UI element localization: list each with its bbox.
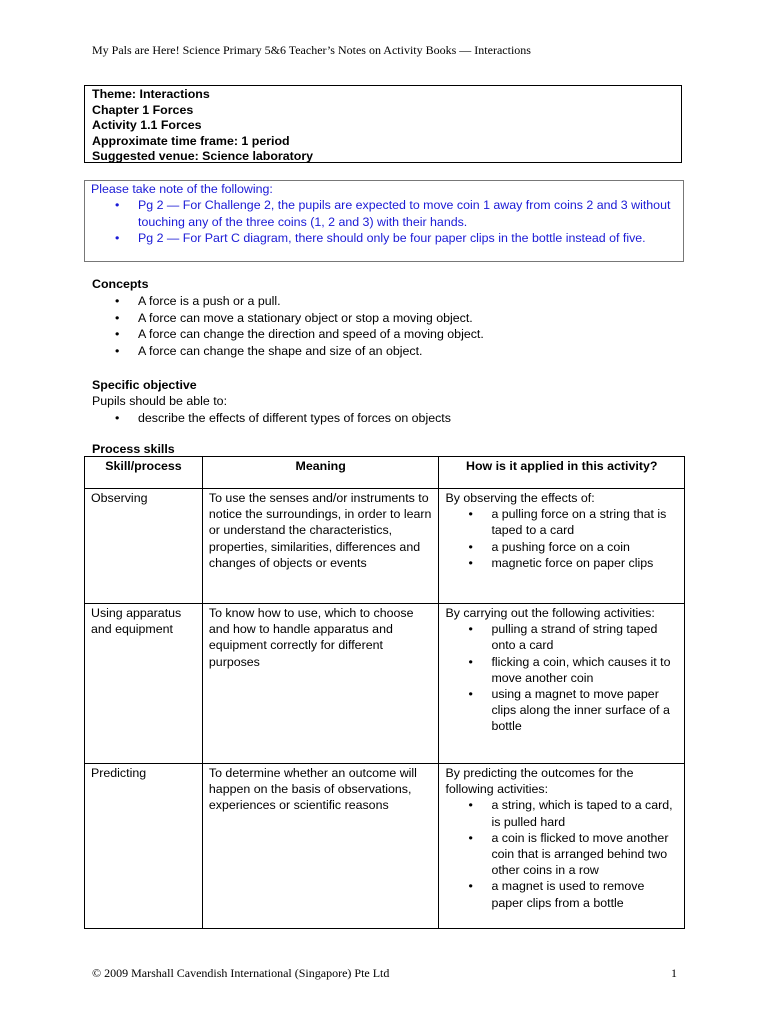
objective-list: [92, 410, 451, 426]
concepts-list: [92, 293, 484, 359]
page-footer: [92, 966, 684, 981]
meaning-cell: To know how to use, which to choose and how to handle apparatus and equipment correctly for different purposes: [202, 604, 439, 764]
meaning-cell: To use the senses and/or instruments to notice the surroundings, in order to learn or understand the characteristics, properties, similarities, differences and changes of objects or events: [202, 489, 439, 604]
chapter-line: Chapter 1 Forces: [92, 102, 194, 117]
applied-intro: By observing the effects of:: [445, 491, 595, 505]
process-skills-table: [84, 456, 685, 929]
page-number: 1: [671, 966, 677, 980]
applied-item: • a pushing force on a coin: [445, 539, 678, 555]
objective-section: [92, 377, 451, 426]
objective-title: Specific objective: [92, 378, 197, 392]
concept-item: • A force can change the direction and speed of a moving object.: [92, 326, 484, 342]
applied-cell: [439, 489, 685, 604]
venue-line: Suggested venue: Science laboratory: [92, 149, 314, 164]
applied-list: [445, 621, 678, 734]
activity-line: Activity 1.1 Forces: [92, 118, 202, 133]
note-list: [91, 197, 677, 246]
table-header-row: [85, 457, 685, 489]
skill-cell: Predicting: [85, 764, 203, 929]
process-skills-title: Process skills: [92, 442, 175, 456]
objective-intro: Pupils should be able to:: [92, 394, 228, 409]
column-header: Meaning: [202, 457, 439, 489]
note-box: [84, 180, 684, 262]
table-row: [85, 604, 685, 764]
table-row: [85, 489, 685, 604]
applied-item: • magnetic force on paper clips: [445, 555, 678, 571]
objective-item: • describe the effects of different types of forces on objects: [92, 410, 451, 426]
concepts-title: Concepts: [92, 277, 149, 291]
concept-item: • A force is a push or a pull.: [92, 293, 484, 309]
column-header: How is it applied in this activity?: [439, 457, 685, 489]
applied-item: • using a magnet to move paper clips along the inner surface of a bottle: [445, 686, 678, 735]
note-intro: Please take note of the following:: [91, 182, 273, 196]
column-header: Skill/process: [85, 457, 203, 489]
time-frame-line: Approximate time frame: 1 period: [92, 133, 290, 148]
applied-list: [445, 797, 678, 910]
copyright-text: © 2009 Marshall Cavendish International (Singapore) Pte Ltd: [92, 966, 390, 980]
applied-item: • a magnet is used to remove paper clips from a bottle: [445, 878, 678, 910]
applied-item: • a coin is flicked to move another coin that is arranged behind two other coins in a row: [445, 830, 678, 879]
applied-item: • a pulling force on a string that is taped to a card: [445, 506, 678, 538]
table-row: [85, 764, 685, 929]
applied-item: • a string, which is taped to a card, is pulled hard: [445, 797, 678, 829]
concepts-section: [92, 276, 484, 359]
concept-item: • A force can move a stationary object or stop a moving object.: [92, 310, 484, 326]
theme-line: Theme: Interactions: [92, 87, 210, 101]
applied-list: [445, 506, 678, 571]
concept-item: • A force can change the shape and size of an object.: [92, 343, 484, 359]
applied-item: • flicking a coin, which causes it to move another coin: [445, 654, 678, 686]
skill-cell: Using apparatus and equipment: [85, 604, 203, 764]
applied-cell: [439, 604, 685, 764]
note-item: • Pg 2 — For Part C diagram, there should only be four paper clips in the bottle instead of five.: [91, 230, 677, 246]
applied-item: • pulling a strand of string taped onto a card: [445, 621, 678, 653]
activity-info-box: [84, 85, 682, 163]
meaning-cell: To determine whether an outcome will happen on the basis of observations, experiences or scientific reasons: [202, 764, 439, 929]
skill-cell: Observing: [85, 489, 203, 604]
applied-intro: By predicting the outcomes for the following activities:: [445, 766, 634, 797]
applied-cell: [439, 764, 685, 929]
page-header: My Pals are Here! Science Primary 5&6 Teacher’s Notes on Activity Books — Interactions: [92, 43, 531, 57]
note-item: • Pg 2 — For Challenge 2, the pupils are expected to move coin 1 away from coins 2 and 3 without touching any of the three coins (1, 2 and 3) with their hands.: [91, 197, 677, 230]
applied-intro: By carrying out the following activities:: [445, 606, 655, 620]
